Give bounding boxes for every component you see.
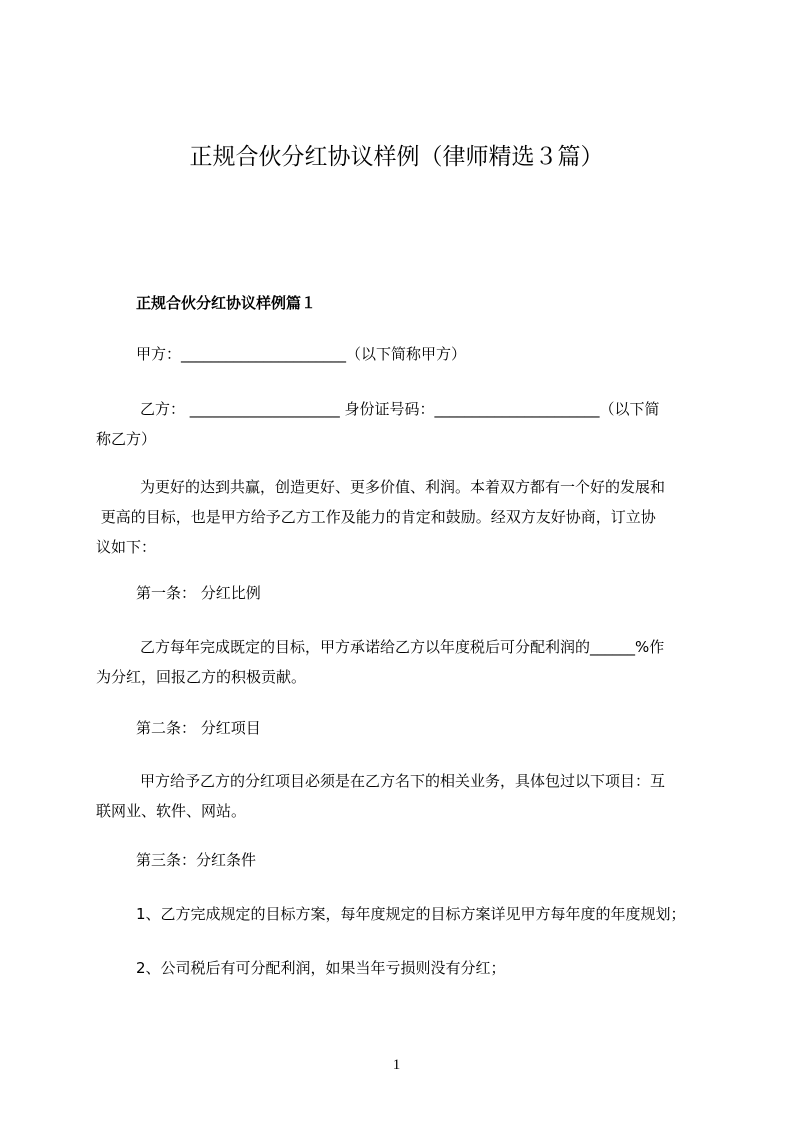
intro-paragraph: [96, 472, 716, 562]
article-2-line-2: 联网业、软件、网站。: [96, 802, 247, 820]
article-1-body: [96, 632, 716, 692]
article-2-heading: 第二条： 分红项目: [136, 719, 261, 737]
party-b-line-2: 称乙方）: [96, 430, 157, 448]
section-heading: [96, 288, 716, 318]
page-number: 1: [392, 1057, 401, 1073]
party-a-line: [96, 339, 716, 369]
intro-line-1: 为更好的达到共赢，创造更好、更多价值、利润。本着双方都有一个好的发展和: [140, 478, 666, 496]
intro-line-2: 更高的目标，也是甲方给予乙方工作及能力的肯定和鼓励。经双方友好协商，订立协: [100, 508, 656, 526]
article-1-line-2: 为分红，回报乙方的积极贡献。: [96, 668, 307, 686]
document-title: 正规合伙分红协议样例（律师精选３篇）: [189, 144, 604, 170]
article-1-line-1: 乙方每年完成既定的目标，甲方承诺给乙方以年度税后可分配利润的______%作: [140, 638, 665, 656]
article-1-heading: 第一条： 分红比例: [136, 584, 261, 602]
article-2-line-1: 甲方给予乙方的分红项目必须是在乙方名下的相关业务，具体包过以下项目：互: [140, 772, 666, 790]
party-b-block: [96, 394, 716, 454]
party-b-line-1: 乙方： ____________________ 身份证号码：______________________（以下简: [140, 400, 660, 418]
article-3-item-2: 2、公司税后有可分配利润，如果当年亏损则没有分红；: [136, 959, 506, 977]
article-3-heading: 第三条：分红条件: [136, 851, 257, 869]
section-heading-text: 正规合伙分红协议样例篇１: [136, 294, 317, 312]
party-a-text: 甲方：______________________（以下简称甲方）: [136, 345, 467, 363]
article-2-body: [96, 766, 716, 826]
intro-line-3: 议如下：: [96, 538, 157, 556]
article-3-item-1: 1、乙方完成规定的目标方案，每年度规定的目标方案详见甲方每年度的年度规划；: [136, 905, 686, 923]
